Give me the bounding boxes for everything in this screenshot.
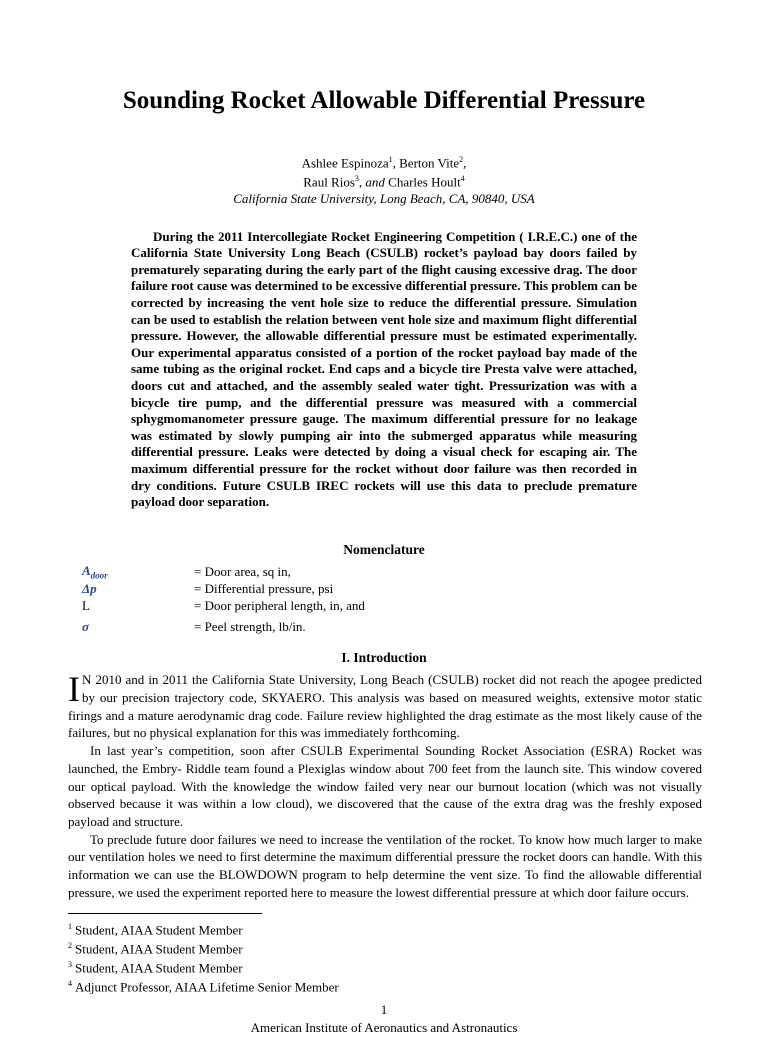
footnote-marker: 4: [460, 174, 465, 184]
author: Charles Hoult: [384, 174, 461, 190]
footnote-marker: 2: [459, 155, 464, 164]
definition: = Door area, sq in,: [194, 563, 291, 579]
symbol: Δp: [82, 580, 97, 596]
author: , Berton Vite: [392, 155, 460, 171]
author-block: [0, 152, 768, 207]
author-line-2: [0, 171, 768, 190]
section-heading-introduction: I. Introduction: [341, 650, 427, 666]
page-number: 1: [380, 1001, 388, 1017]
nomenclature-item: [82, 580, 768, 597]
symbol: L: [82, 597, 90, 613]
affiliation: California State University, Long Beach, CA, 90840, USA: [233, 190, 535, 206]
footnote: $^2$ Student, AIAA Student Member: [68, 941, 243, 957]
introduction-body: [68, 671, 702, 901]
nomenclature-item: [82, 618, 768, 635]
nomenclature-item: [82, 563, 768, 581]
separator: ,: [358, 174, 366, 190]
definition: = Differential pressure, psi: [194, 580, 334, 596]
footnote-divider: [68, 913, 262, 914]
footnote-marker: 3: [354, 174, 359, 184]
paragraph: To preclude future door failures we need to increase the ventilation of the rocket. To know how much larger to make our ventilation holes we need to first determine the maximum differential pressure the rocket doors can handle. With this information we can use the BLOWDOWN program to help determine the vent size. To find the allowable differential pressure, we used the experiment reported here to measure the lowest differential pressure at which door failure occurs.: [68, 831, 702, 900]
symbol: σ: [82, 618, 90, 634]
abstract: During the 2011 Intercollegiate Rocket Engineering Competition ( I.R.E.C.) one of the California State University Long Beach (CSULB) rocket’s payload bay doors failed by prematurely separating during the early part of the flight causing excessive drag. The door failure root cause was determined to be excessive differential pressure. This problem can be corrected by increasing the vent hole size to reduce the differential pressure. Simulation can be used to establish the relation between vent hole size and maximum flight differential pressure. However, the allowable differential pressure must be estimated experimentally. Our experimental apparatus consisted of a portion of the rocket payload bay made of the same tubing as the original rocket. End caps and a bicycle tire Presta valve were attached, doors cut and attached, and the assembly sealed water tight. Pressurization was with a bicycle tire pump, and the differential pressure was measured with a commercial sphygmomanometer pressure gauge. The maximum differential pressure for no leakage was estimated by slowly pumping air into the submerged apparatus while measuring differential pressure. Leaks were detected by doing a visual check for escaping air. The maximum differential pressure for the rocket without door failure was then recorded in dry conditions. Future CSULB IREC rockets will use this data to preclude premature payload door separation.: [131, 228, 637, 510]
footnote: $^4$ Adjunct Professor, AIAA Lifetime Senior Member: [68, 978, 339, 995]
author-line-1: [0, 152, 768, 171]
paragraph: I N 2010 and in 2011 the California State University, Long Beach (CSULB) rocket did not reach the apogee predicted by our precision trajectory code, SKYAERO. This analysis was based on measured weights, extensive motor static firings and a mature aerodynamic drag code. Failure review highlighted the drag estimate as the most likely cause of the failures, but no physical explanation for this was immediately forthcoming.: [68, 669, 702, 741]
page-footer: [0, 1001, 768, 1037]
footer-organization: American Institute of Aeronautics and Astronautics: [250, 1019, 518, 1035]
footnote: $^1$ Student, AIAA Student Member: [68, 922, 243, 938]
definition: = Peel strength, lb/in.: [194, 618, 306, 634]
drop-cap: I: [68, 669, 80, 710]
separator: ,: [463, 155, 467, 171]
nomenclature-heading: Nomenclature: [343, 541, 425, 557]
footnote: $^3$ Student, AIAA Student Member: [68, 960, 243, 976]
author: Raul Rios: [303, 174, 355, 190]
paragraph: In last year’s competition, soon after CSULB Experimental Sounding Rocket Association (ESRA) Rocket was launched, the Embry- Riddle team found a Plexiglas window about 700 feet from the launch site. This window covered our optical payload. With the knowledge the window failed very near our burnout location (which was not visually observed because it was within a low cloud), we discovered that the cause of the extra drag was the freshly exposed payload and structure.: [68, 743, 702, 829]
footnote-marker: 1: [388, 155, 393, 164]
paper-title: Sounding Rocket Allowable Differential Pressure: [122, 87, 646, 114]
nomenclature-list: [82, 563, 768, 636]
conjunction: and: [365, 174, 385, 190]
nomenclature-item: [82, 597, 768, 614]
footnotes: [68, 919, 768, 994]
author: Ashlee Espinoza: [301, 155, 389, 171]
symbol: $A_{door}$: [82, 562, 108, 581]
definition: = Door peripheral length, in, and: [194, 597, 365, 613]
